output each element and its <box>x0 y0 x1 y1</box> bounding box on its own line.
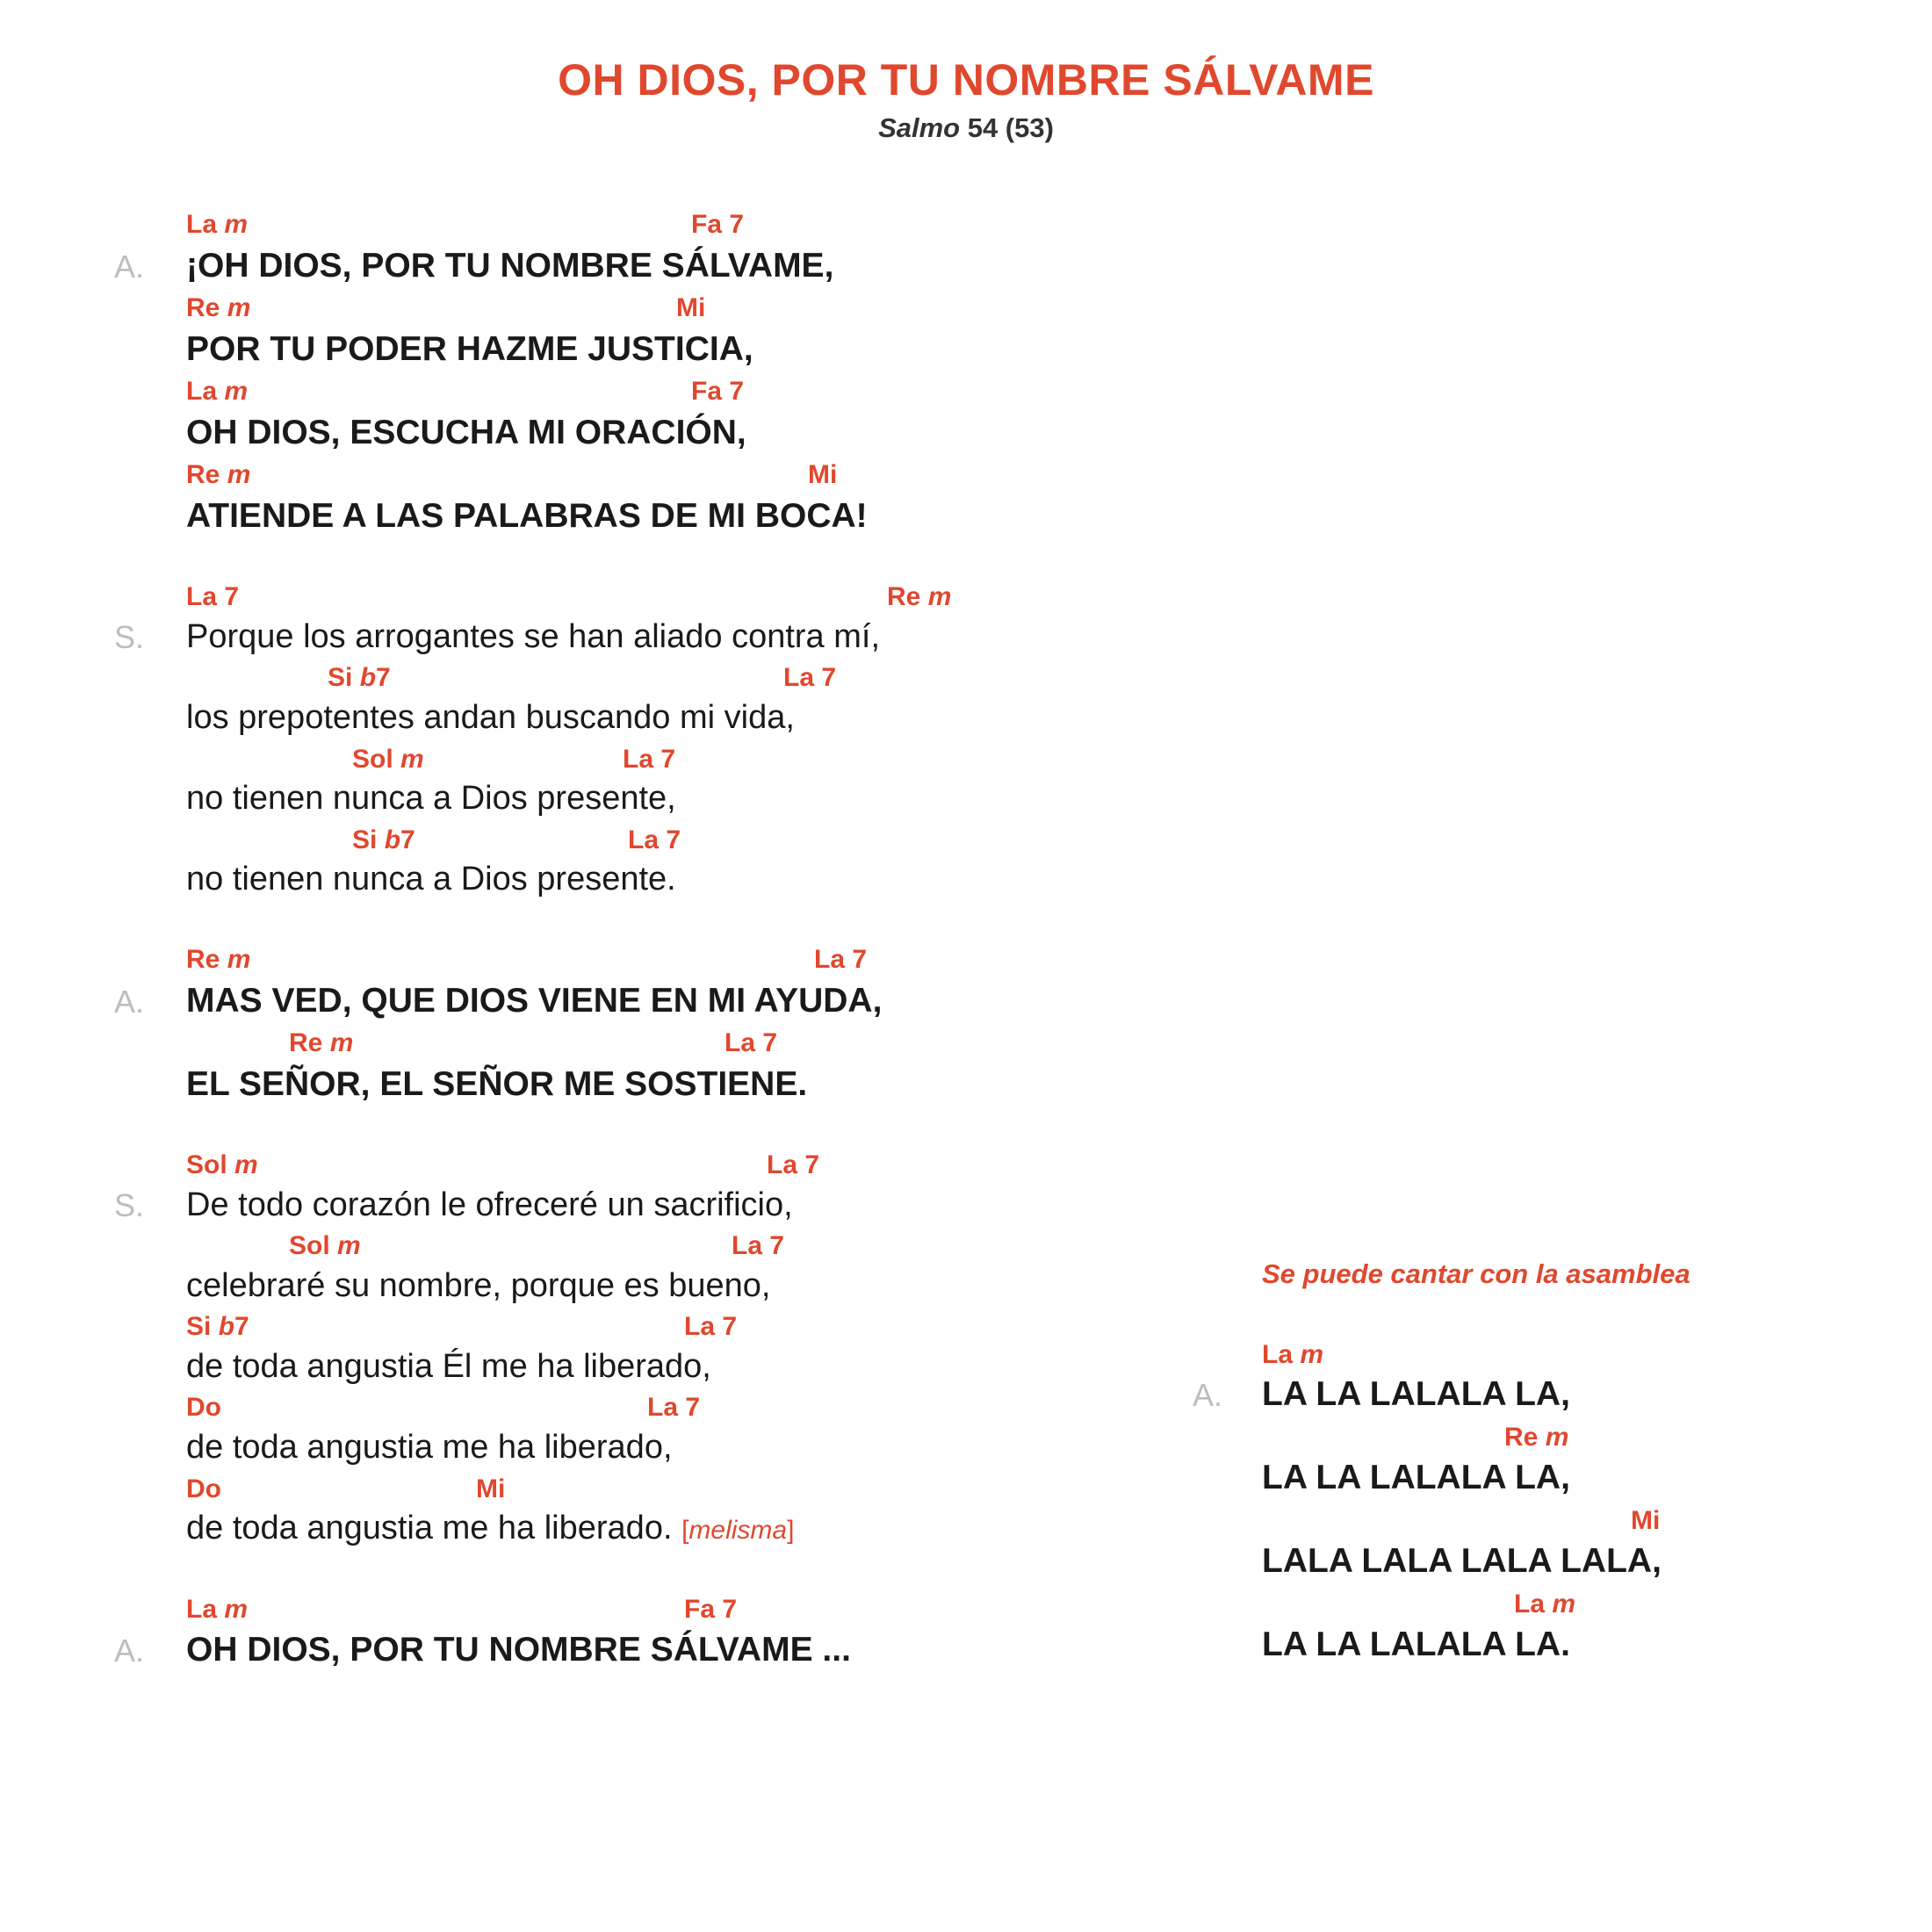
chord: La 7 <box>783 663 837 692</box>
chord: La 7 <box>732 1231 785 1260</box>
chord: Sol m <box>289 1231 361 1260</box>
chord: Mi <box>476 1474 506 1503</box>
soloist-label: S. <box>114 1187 145 1223</box>
chord: Mi <box>808 460 838 489</box>
chord: La 7 <box>724 1028 778 1057</box>
lyric-line: de toda angustia Él me ha liberado, <box>186 1348 711 1385</box>
lyric-line: De todo corazón le ofreceré un sacrificio, <box>186 1186 793 1223</box>
lyric-line <box>186 1510 794 1547</box>
lyric-line: LALA LALA LALA LALA, <box>1262 1542 1662 1580</box>
chord: Mi <box>1631 1506 1661 1535</box>
lyric-line: de toda angustia me ha liberado, <box>186 1429 673 1466</box>
chord: La 7 <box>186 582 240 611</box>
assembly-label: A. <box>114 984 145 1020</box>
chord: La 7 <box>628 825 681 854</box>
lyric-line: los prepotentes andan buscando mi vida, <box>186 699 795 736</box>
song-subtitle <box>0 112 1932 144</box>
chord: Re m <box>887 582 952 611</box>
chord: Si b7 <box>186 1312 249 1341</box>
melisma-note: [melisma] <box>681 1516 795 1545</box>
chord: La m <box>1262 1340 1324 1369</box>
chord: Si b7 <box>352 825 415 854</box>
chord: Re m <box>1504 1423 1569 1452</box>
psalm-word: Salmo <box>878 112 961 143</box>
lyric-line: EL SEÑOR, EL SEÑOR ME SOSTIENE. <box>186 1065 808 1103</box>
chord: La 7 <box>767 1150 820 1179</box>
chord: Fa 7 <box>684 1595 738 1624</box>
chord: La 7 <box>623 745 676 774</box>
lyric-line: OH DIOS, POR TU NOMBRE SÁLVAME ... <box>186 1631 851 1669</box>
assembly-label: A. <box>114 249 145 285</box>
lyric-line: LA LA LALALA LA, <box>1262 1459 1570 1496</box>
lyric-line: celebraré su nombre, porque es bueno, <box>186 1267 771 1304</box>
chord: La 7 <box>684 1312 738 1341</box>
chord: Re m <box>186 460 251 489</box>
chord: Do <box>186 1393 221 1422</box>
lyric-line: POR TU PODER HAZME JUSTICIA, <box>186 330 753 368</box>
lyric-text: de toda angustia me ha liberado. <box>186 1510 673 1546</box>
soloist-label: S. <box>114 619 145 655</box>
chord: La m <box>186 210 249 239</box>
lyric-line: no tienen nunca a Dios presente. <box>186 861 676 898</box>
psalm-number: 54 (53) <box>960 112 1054 143</box>
lyric-line: LA LA LALALA LA. <box>1262 1626 1570 1663</box>
chord: Re m <box>289 1028 354 1057</box>
assembly-label: A. <box>114 1633 145 1669</box>
chord: Sol m <box>352 745 424 774</box>
lyric-line: Porque los arrogantes se han aliado contra mí, <box>186 618 881 655</box>
chord: Fa 7 <box>691 377 745 406</box>
chord: Sol m <box>186 1150 258 1179</box>
assembly-note: Se puede cantar con la asamblea <box>1262 1258 1690 1289</box>
chord: Re m <box>186 945 251 974</box>
chord: La 7 <box>814 945 868 974</box>
lyric-line: ¡OH DIOS, POR TU NOMBRE SÁLVAME, <box>186 247 834 285</box>
chord: Do <box>186 1474 221 1503</box>
chord: Re m <box>186 293 251 322</box>
chord: Si b7 <box>328 663 391 692</box>
lyric-line: ATIENDE A LAS PALABRAS DE MI BOCA! <box>186 497 868 535</box>
lyric-line: LA LA LALALA LA, <box>1262 1375 1570 1413</box>
chord: Mi <box>676 293 706 322</box>
chord: La m <box>186 1595 249 1624</box>
lyric-line: OH DIOS, ESCUCHA MI ORACIÓN, <box>186 414 746 451</box>
chord: La 7 <box>647 1393 701 1422</box>
assembly-label: A. <box>1193 1377 1223 1413</box>
lyric-line: no tienen nunca a Dios presente, <box>186 780 676 817</box>
lyric-line: MAS VED, QUE DIOS VIENE EN MI AYUDA, <box>186 982 883 1020</box>
chord: La m <box>186 377 249 406</box>
chord: La m <box>1514 1590 1576 1618</box>
song-title: OH DIOS, POR TU NOMBRE SÁLVAME <box>558 55 1374 105</box>
chord: Fa 7 <box>691 210 745 239</box>
